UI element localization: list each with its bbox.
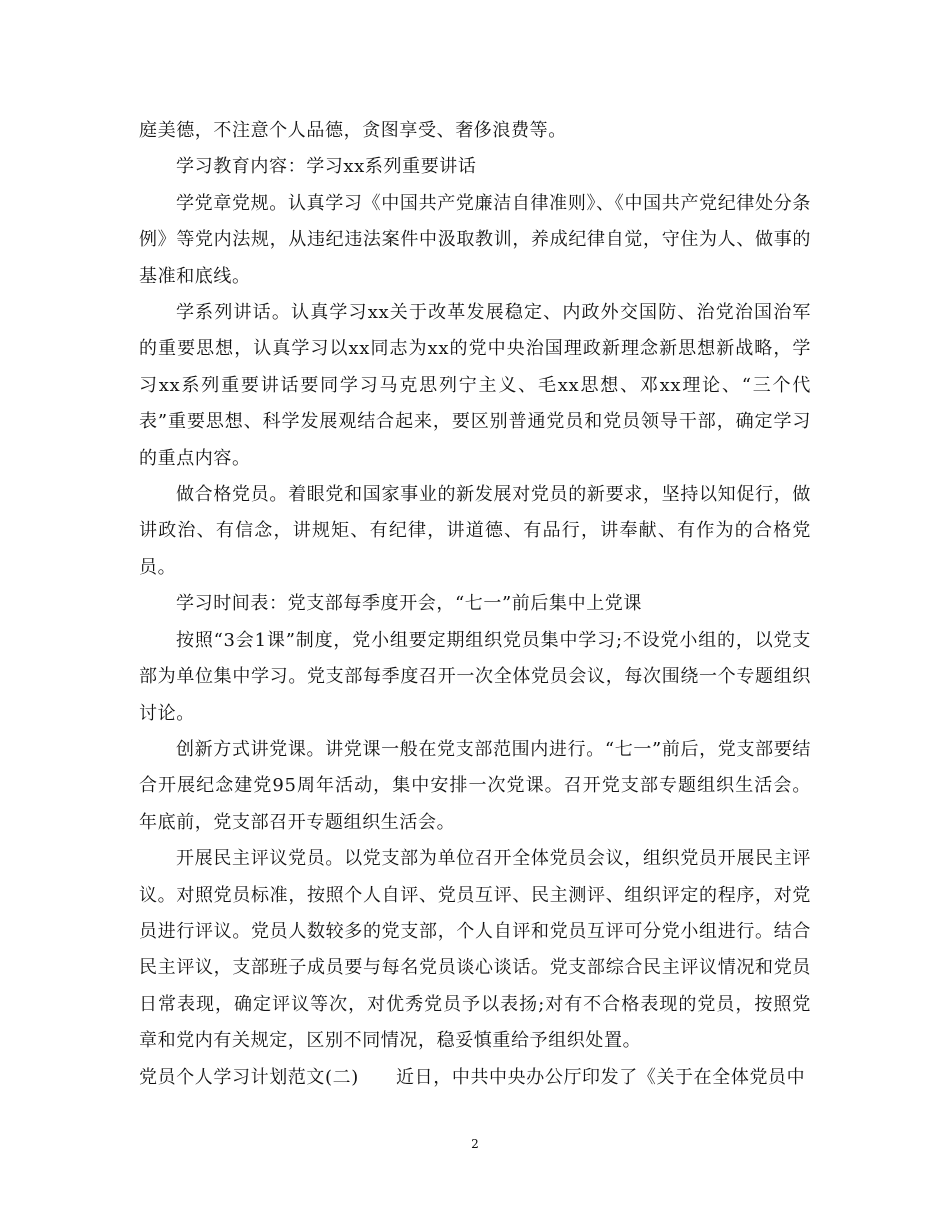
paragraph-5: 做合格党员。着眼党和国家事业的新发展对党员的新要求，坚持以知促行，做讲政治、有信念，讲规矩、有纪律，讲道德、有品行，讲奉献、有作为的合格党员。 <box>139 484 811 578</box>
page-number: 2 <box>471 1137 479 1151</box>
paragraph-9: 开展民主评议党员。以党支部为单位召开全体党员会议，组织党员开展民主评议。对照党员标准，按照个人自评、党员互评、民主测评、组织评定的程序，对党员进行评议。党员人数较多的党支部，个人自评和党员互评可分党小组进行。结合民主评议，支部班子成员要与每名党员谈心谈话。党支部综合民主评议情况和党员日常表现，确定评议等次，对优秀党员予以表扬;对有不合格表现的党员，按照党章和党内有关规定，区别不同情况，稳妥慎重给予组织处置。 <box>139 848 811 1052</box>
paragraph-6: 学习时间表：党支部每季度开会，“七一”前后集中上党课 <box>176 593 643 615</box>
paragraph-7: 按照“3会1课”制度，党小组要定期组织党员集中学习;不设党小组的，以党支部为单位集中学习。党支部每季度召开一次全体党员会议，每次围绕一个专题组织讨论。 <box>139 629 811 724</box>
paragraph-4: 学系列讲话。认真学习xx关于改革发展稳定、内政外交国防、治党治国治军的重要思想，认真学习以xx同志为xx的党中央治国理政新理念新思想新战略，学习xx系列重要讲话要同学习马克思列宁主义、毛xx思想、邓xx理论、“三个代表”重要思想、科学发展观结合起来，要区别普通党员和党员领导干部，确定学习的重点内容。 <box>139 302 811 469</box>
paragraph-2: 学习教育内容：学习xx系列重要讲话 <box>176 156 477 178</box>
paragraph-10: 党员个人学习计划范文(二) 近日，中共中央办公厅印发了《关于在全体党员中 <box>139 1066 806 1088</box>
document-body <box>139 113 811 1096</box>
paragraph-8: 创新方式讲党课。讲党课一般在党支部范围内进行。“七一”前后，党支部要结合开展纪念建党95周年活动，集中安排一次党课。召开党支部专题组织生活会。年底前，党支部召开专题组织生活会。 <box>139 738 811 833</box>
paragraph-3: 学党章党规。认真学习《中国共产党廉洁自律准则》、《中国共产党纪律处分条例》等党内法规，从违纪违法案件中汲取教训，养成纪律自觉，守住为人、做事的基准和底线。 <box>139 192 811 287</box>
paragraph-1: 庭美德，不注意个人品德，贪图享受、奢侈浪费等。 <box>139 120 567 141</box>
